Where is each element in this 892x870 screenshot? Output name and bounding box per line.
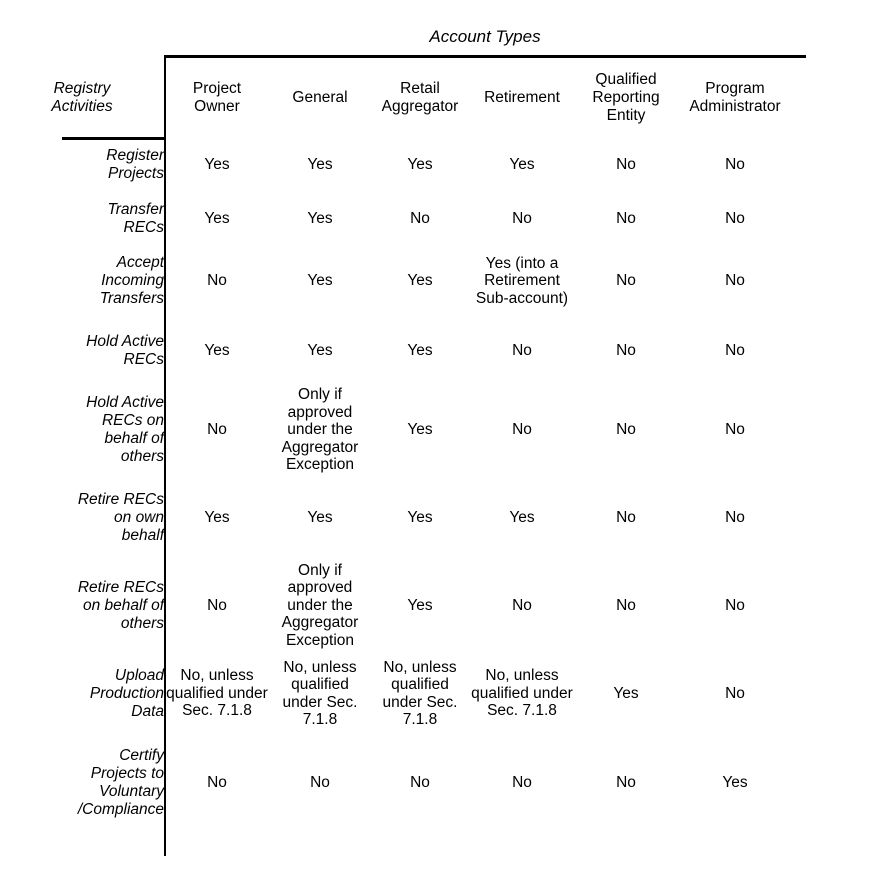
row-label-line3: Voluntary [99,782,164,800]
column-header-general [270,57,370,138]
cell-register-projects-general: Yes [307,156,333,173]
column-header-line1: Project [192,79,242,97]
column-header-retirement [470,57,574,138]
row-spacer-cell [792,650,892,738]
cell-retire-recs-own-general: Yes [307,508,333,526]
cell-hold-active-recs-qualified-reporting-entity: No [616,342,636,359]
cell-certify-projects-general: No [310,773,330,791]
cell-transfer-recs-retirement: No [512,210,532,227]
row-label-line3: Transfers [99,290,164,307]
row-label-line2: Incoming [101,272,164,289]
column-header-line2: Reporting [592,88,660,106]
cell-hold-active-recs-general: Yes [307,342,333,359]
cell-retire-recs-others-qualified-reporting-entity: No [616,596,636,614]
row-spacer-cell [792,474,892,562]
corner-header-line1: Registry [53,79,111,97]
cell-hold-active-recs-others-retirement: No [512,420,532,438]
cell-transfer-recs-qualified-reporting-entity: No [616,210,636,227]
row-label-line4: /Compliance [77,800,164,818]
table-row [0,738,892,828]
row-spacer-cell [792,246,892,316]
cell-register-projects-retail-aggregator: Yes [407,156,433,173]
cell-hold-active-recs-others-program-administrator: No [725,420,745,438]
cell-upload-production-data-program-administrator: No [725,684,745,702]
cell-register-projects-qualified-reporting-entity: No [616,156,636,173]
row-label-line1: Transfer [107,201,164,218]
column-header-line2: Aggregator [381,97,459,115]
row-label-line4: others [120,447,164,465]
cell-hold-active-recs-retirement: No [512,342,532,359]
row-label-retire-recs-on-behalf-of-others [0,562,164,650]
cell-hold-active-recs-others-retail-aggregator: Yes [407,420,433,438]
cell-certify-projects-qualified-reporting-entity: No [616,773,636,791]
row-label-line3: behalf of [104,429,164,447]
row-label-line1: Accept [116,254,164,271]
table-header-row [0,57,892,138]
table-row [0,386,892,474]
cell-retire-recs-others-project-owner: No [207,596,227,614]
cell-upload-production-data-retirement: No, unless qualified under Sec. 7.1.8 [471,667,573,720]
corner-header-cell [0,57,164,138]
column-header-line2: Owner [194,97,240,115]
cell-register-projects-retirement: Yes [509,156,535,173]
row-label-line1: Retire RECs [77,578,164,596]
cell-hold-active-recs-project-owner: Yes [204,342,230,359]
column-header-qualified-reporting-entity [574,57,678,138]
cell-hold-active-recs-program-administrator: No [725,342,745,359]
row-label-line1: Register [106,147,164,164]
column-header-line1: Qualified [595,70,657,88]
cell-retire-recs-own-project-owner: Yes [204,508,230,526]
cell-transfer-recs-project-owner: Yes [204,210,230,227]
cell-upload-production-data-qualified-reporting-entity: Yes [613,684,639,702]
row-label-hold-active-recs [0,316,164,386]
cell-certify-projects-retirement: No [512,773,532,791]
cell-retire-recs-own-program-administrator: No [725,508,745,526]
cell-accept-incoming-transfers-retirement: Yes (into a Retirement Sub-account) [475,254,569,307]
cell-register-projects-project-owner: Yes [204,156,230,173]
row-label-line2: Projects to [90,764,164,782]
row-label-line2: on behalf of [82,596,164,614]
column-header-retail-aggregator [370,57,470,138]
registry-activities-table [0,57,892,828]
row-label-line3: behalf [121,526,164,544]
column-header-line1: General [292,88,348,106]
column-header-line1: Retirement [484,88,560,106]
table-row [0,562,892,650]
table-row [0,192,892,246]
column-header-line1: Retail [400,79,440,97]
cell-transfer-recs-general: Yes [307,210,333,227]
table-body [0,138,892,828]
cell-accept-incoming-transfers-general: Yes [307,272,333,289]
cell-certify-projects-project-owner: No [207,773,227,791]
cell-upload-production-data-project-owner: No, unless qualified under Sec. 7.1.8 [166,667,268,720]
row-label-line1: Retire RECs [77,490,164,508]
cell-upload-production-data-retail-aggregator: No, unless qualified under Sec. 7.1.8 [382,658,458,728]
row-label-accept-incoming-transfers [0,246,164,316]
account-types-super-header: Account Types [429,27,541,46]
cell-accept-incoming-transfers-program-administrator: No [725,272,745,289]
cell-hold-active-recs-others-qualified-reporting-entity: No [616,420,636,438]
cell-accept-incoming-transfers-retail-aggregator: Yes [407,272,433,289]
row-label-hold-active-recs-on-behalf-of-others [0,386,164,474]
row-label-line2: RECs [123,219,164,236]
table-row [0,138,892,192]
row-label-line2: RECs [123,351,164,368]
row-label-line3: others [120,614,164,632]
row-spacer-cell [792,738,892,828]
cell-retire-recs-others-retirement: No [512,596,532,614]
cell-transfer-recs-retail-aggregator: No [410,210,430,227]
cell-retire-recs-others-retail-aggregator: Yes [407,596,433,614]
row-label-certify-projects-to-voluntary-compliance [0,738,164,828]
row-spacer-cell [792,386,892,474]
row-spacer-cell [792,138,892,192]
cell-retire-recs-others-general: Only if approved under the Aggregator Exception [281,561,359,649]
row-label-line1: Hold Active [86,393,164,411]
cell-transfer-recs-program-administrator: No [725,210,745,227]
table-row [0,474,892,562]
table-row [0,316,892,386]
cell-register-projects-program-administrator: No [725,156,745,173]
cell-hold-active-recs-others-general: Only if approved under the Aggregator Exception [281,386,359,473]
cell-accept-incoming-transfers-qualified-reporting-entity: No [616,272,636,289]
column-header-line2: Administrator [689,97,781,115]
column-header-line3: Entity [606,106,646,124]
cell-upload-production-data-general: No, unless qualified under Sec. 7.1.8 [282,658,358,728]
cell-retire-recs-own-qualified-reporting-entity: No [616,508,636,526]
row-label-register-projects [0,138,164,192]
row-label-line2: Production [89,684,164,702]
row-spacer-cell [792,316,892,386]
table-row [0,650,892,738]
row-label-line1: Certify [119,746,164,764]
row-label-transfer-recs [0,192,164,246]
row-label-line1: Hold Active [86,333,164,350]
column-header-project-owner [164,57,270,138]
cell-certify-projects-program-administrator: Yes [722,773,748,791]
row-label-line2: Projects [108,165,164,182]
row-label-upload-production-data [0,650,164,738]
row-label-line2: RECs on [101,411,164,429]
cell-retire-recs-own-retirement: Yes [509,508,535,526]
row-label-line1: Upload [114,666,164,684]
header-spacer-cell [792,57,892,138]
row-label-line2: on own [114,508,164,526]
cell-certify-projects-retail-aggregator: No [410,773,430,791]
column-header-line1: Program [705,79,765,97]
cell-hold-active-recs-retail-aggregator: Yes [407,342,433,359]
row-label-retire-recs-on-own-behalf [0,474,164,562]
cell-hold-active-recs-others-project-owner: No [207,420,227,438]
row-spacer-cell [792,562,892,650]
cell-accept-incoming-transfers-project-owner: No [207,272,227,289]
row-label-line3: Data [131,702,164,720]
cell-retire-recs-own-retail-aggregator: Yes [407,508,433,526]
corner-header-line2: Activities [51,97,113,115]
column-header-program-administrator [678,57,792,138]
row-spacer-cell [792,192,892,246]
table-row [0,246,892,316]
cell-retire-recs-others-program-administrator: No [725,596,745,614]
